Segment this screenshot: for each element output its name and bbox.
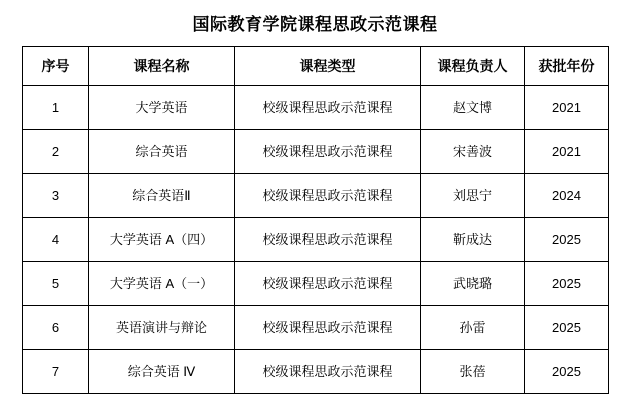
- cell-index: 5: [23, 262, 89, 306]
- cell-course-type: 校级课程思政示范课程: [235, 262, 421, 306]
- column-header-course-type: 课程类型: [235, 47, 421, 86]
- table-row: [23, 218, 609, 262]
- column-header-index: 序号: [23, 47, 89, 86]
- cell-leader: 靳成达: [421, 218, 525, 262]
- cell-year: 2025: [525, 218, 609, 262]
- cell-course-type: 校级课程思政示范课程: [235, 86, 421, 130]
- cell-leader: 孙雷: [421, 306, 525, 350]
- cell-course-name: 综合英语Ⅱ: [89, 174, 235, 218]
- cell-index: 6: [23, 306, 89, 350]
- table-body: [23, 86, 609, 394]
- column-header-leader: 课程负责人: [421, 47, 525, 86]
- cell-leader: 刘思宁: [421, 174, 525, 218]
- cell-course-name: 大学英语 A（四）: [89, 218, 235, 262]
- cell-course-type: 校级课程思政示范课程: [235, 306, 421, 350]
- cell-year: 2025: [525, 262, 609, 306]
- table-row: [23, 350, 609, 394]
- table-row: [23, 262, 609, 306]
- column-header-year: 获批年份: [525, 47, 609, 86]
- column-header-course-name: 课程名称: [89, 47, 235, 86]
- cell-course-name: 综合英语: [89, 130, 235, 174]
- cell-year: 2025: [525, 350, 609, 394]
- page-title: 国际教育学院课程思政示范课程: [192, 15, 438, 34]
- cell-index: 3: [23, 174, 89, 218]
- cell-index: 1: [23, 86, 89, 130]
- table-header-row: [23, 47, 609, 86]
- cell-index: 7: [23, 350, 89, 394]
- cell-year: 2025: [525, 306, 609, 350]
- cell-course-type: 校级课程思政示范课程: [235, 174, 421, 218]
- table-container: [0, 46, 630, 394]
- table-row: [23, 174, 609, 218]
- cell-course-type: 校级课程思政示范课程: [235, 130, 421, 174]
- cell-leader: 张蓓: [421, 350, 525, 394]
- course-table: [22, 46, 609, 394]
- table-row: [23, 306, 609, 350]
- cell-course-name: 英语演讲与辩论: [89, 306, 235, 350]
- table-header: [23, 47, 609, 86]
- cell-year: 2024: [525, 174, 609, 218]
- cell-course-name: 综合英语 Ⅳ: [89, 350, 235, 394]
- cell-leader: 宋善波: [421, 130, 525, 174]
- cell-course-type: 校级课程思政示范课程: [235, 350, 421, 394]
- cell-index: 2: [23, 130, 89, 174]
- cell-course-name: 大学英语: [89, 86, 235, 130]
- cell-year: 2021: [525, 130, 609, 174]
- cell-leader: 武晓璐: [421, 262, 525, 306]
- cell-course-type: 校级课程思政示范课程: [235, 218, 421, 262]
- cell-index: 4: [23, 218, 89, 262]
- table-row: [23, 130, 609, 174]
- cell-leader: 赵文博: [421, 86, 525, 130]
- cell-course-name: 大学英语 A（一）: [89, 262, 235, 306]
- cell-year: 2021: [525, 86, 609, 130]
- table-row: [23, 86, 609, 130]
